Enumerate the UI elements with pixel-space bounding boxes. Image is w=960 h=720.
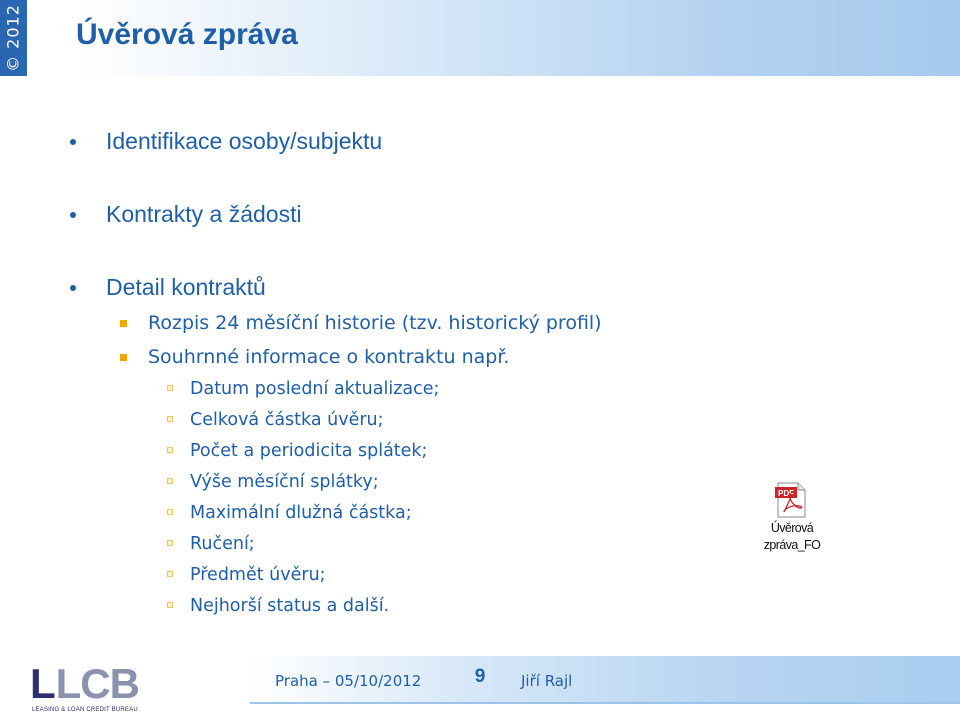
summary-item bbox=[190, 503, 412, 523]
square-bullet-icon bbox=[167, 571, 173, 577]
page-number: 9 bbox=[474, 666, 486, 687]
summary-text: Celková částka úvěru; bbox=[190, 410, 384, 430]
footer-author: Jiří Rajl bbox=[521, 672, 573, 690]
bullet-dot-icon bbox=[70, 212, 76, 218]
summary-text: Maximální dlužná částka; bbox=[190, 503, 412, 523]
summary-text: Výše měsíční splátky; bbox=[190, 472, 379, 492]
sub-bullet-text: Rozpis 24 měsíční historie (tzv. historický profil) bbox=[148, 312, 602, 334]
summary-text: Nejhorší status a další. bbox=[190, 596, 390, 616]
footer-divider bbox=[250, 702, 960, 704]
summary-item bbox=[190, 441, 427, 461]
square-bullet-icon bbox=[167, 602, 173, 608]
sub-bullet-item bbox=[148, 312, 602, 334]
square-bullet-icon bbox=[167, 540, 173, 546]
summary-item bbox=[190, 534, 255, 554]
square-bullet-icon bbox=[167, 447, 173, 453]
square-bullet-icon bbox=[167, 385, 173, 391]
bullet-text: Detail kontraktů bbox=[106, 274, 266, 300]
square-bullet-icon bbox=[120, 354, 127, 361]
logo-rest-letters: LCB bbox=[55, 660, 139, 707]
summary-text: Datum poslední aktualizace; bbox=[190, 379, 440, 399]
square-bullet-icon bbox=[167, 478, 173, 484]
copyright-text: © 2012 bbox=[3, 4, 23, 72]
summary-text: Předmět úvěru; bbox=[190, 565, 326, 585]
summary-item bbox=[190, 565, 326, 585]
pdf-attachment-label bbox=[752, 520, 832, 554]
summary-text: Počet a periodicita splátek; bbox=[190, 441, 428, 461]
footer-place-date: Praha – 05/10/2012 bbox=[275, 672, 422, 690]
pdf-label-line2: zpráva_FO bbox=[763, 538, 821, 552]
bullet-text: Identifikace osoby/subjektu bbox=[106, 128, 383, 154]
logo-first-letter: L bbox=[30, 660, 56, 707]
sub-bullet-text: Souhrnné informace o kontraktu např. bbox=[148, 346, 510, 368]
pdf-label-line1: Úvěrová bbox=[770, 521, 814, 535]
bullet-dot-icon bbox=[70, 139, 76, 145]
summary-item bbox=[190, 472, 379, 492]
svg-text:PDF: PDF bbox=[778, 489, 794, 498]
bullet-item bbox=[106, 128, 382, 155]
square-bullet-icon bbox=[167, 509, 173, 515]
summary-item bbox=[190, 410, 384, 430]
square-bullet-icon bbox=[120, 320, 127, 327]
pdf-file-icon bbox=[774, 482, 808, 518]
llcb-logo bbox=[30, 660, 142, 716]
bullet-dot-icon bbox=[70, 285, 76, 291]
logo-tagline: LEASING & LOAN CREDIT BUREAU bbox=[32, 707, 138, 713]
bullet-item bbox=[106, 201, 302, 228]
summary-item bbox=[190, 596, 389, 616]
pdf-attachment[interactable] bbox=[752, 482, 832, 554]
square-bullet-icon bbox=[167, 416, 173, 422]
summary-text: Ručení; bbox=[190, 534, 255, 554]
sub-bullet-item bbox=[148, 346, 509, 368]
logo-wordmark bbox=[30, 660, 139, 707]
bullet-text: Kontrakty a žádosti bbox=[106, 201, 302, 227]
bullet-item bbox=[106, 274, 266, 301]
summary-item bbox=[190, 379, 439, 399]
copyright-strip bbox=[0, 0, 27, 76]
slide-title: Úvěrová zpráva bbox=[76, 18, 298, 51]
